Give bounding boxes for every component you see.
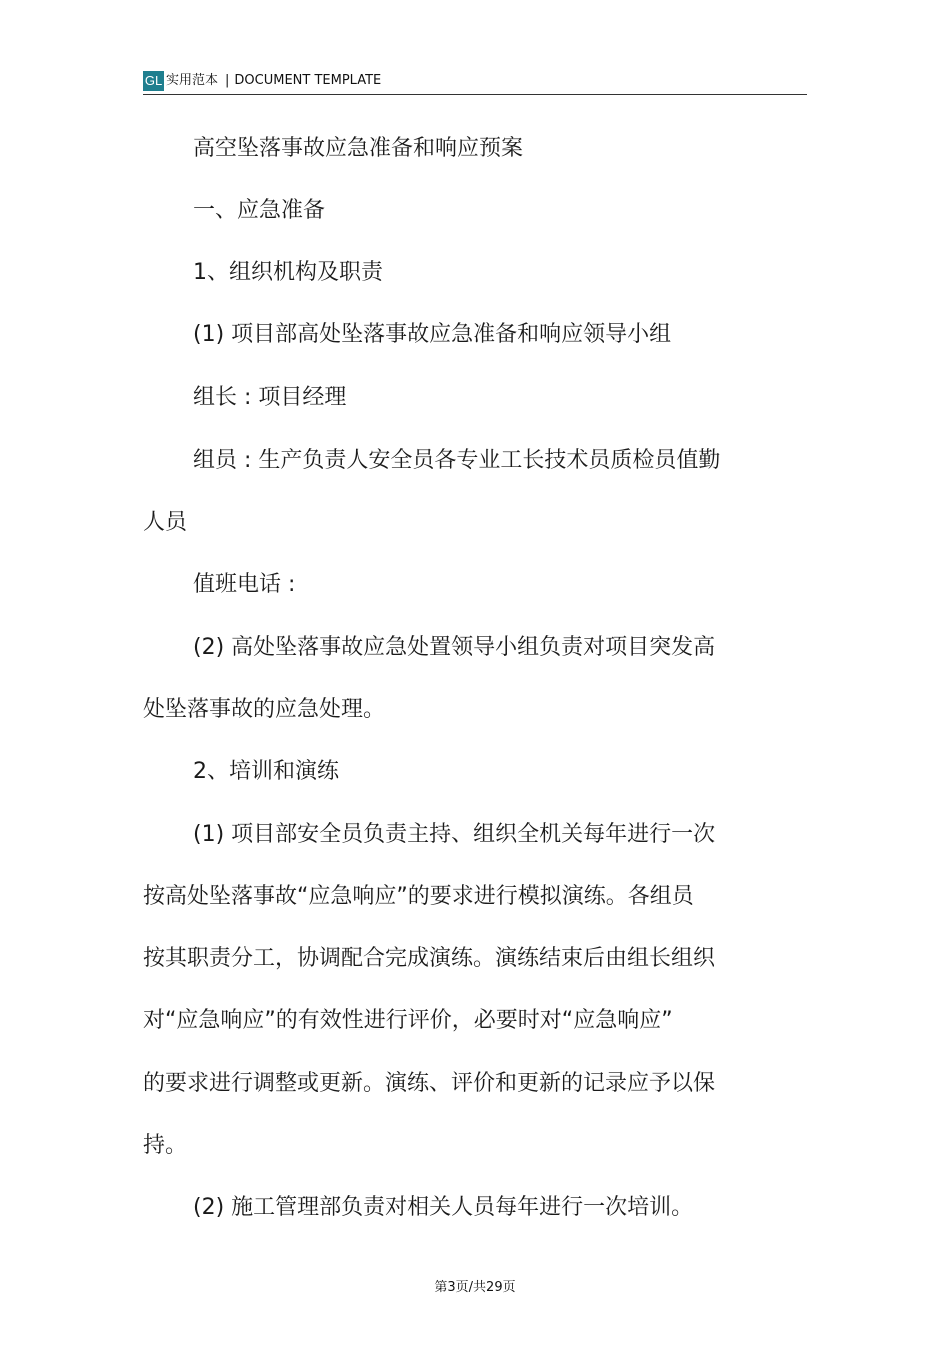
paragraph-line: 对“应急响应”的有效性进行评价，必要时对“应急响应” [143,1008,673,1033]
paragraph-line: (1) 项目部高处坠落事故应急准备和响应领导小组 [193,322,672,347]
header-text [166,72,381,90]
paragraph-line: (1) 项目部安全员负责主持、组织全机关每年进行一次 [193,822,716,847]
header-subtitle: DOCUMENT TEMPLATE [234,73,382,88]
page-number: 第3页/共29页 [434,1280,516,1295]
paragraph-line: 处坠落事故的应急处理。 [143,697,386,722]
paragraph-line: 组长 : 项目经理 [193,385,347,410]
paragraph-line: 人员 [143,510,188,535]
paragraph-line: 值班电话 : [193,572,296,597]
subsection-heading: 1、组织机构及职责 [193,260,383,285]
document-title: 高空坠落事故应急准备和响应预案 [193,136,524,161]
paragraph-line: 持。 [143,1133,188,1158]
page-header [143,70,807,95]
paragraph-line: 按其职责分工，协调配合完成演练。演练结束后由组长组织 [143,946,716,971]
header-separator: | [225,73,230,88]
paragraph-line: (2) 施工管理部负责对相关人员每年进行一次培训。 [193,1195,694,1220]
paragraph-line: 按高处坠落事故“应急响应”的要求进行模拟演练。各组员 [143,884,694,909]
gl-logo: GL [143,71,164,91]
paragraph-line: 的要求进行调整或更新。演练、评价和更新的记录应予以保 [143,1071,716,1096]
header-brand: 实用范本 [166,73,219,88]
paragraph-line: (2) 高处坠落事故应急处置领导小组负责对项目突发高 [193,635,716,660]
subsection-heading: 2、培训和演练 [193,759,339,784]
section-heading: 一、应急准备 [193,198,326,223]
paragraph-line: 组员 : 生产负责人安全员各专业工长技术员质检员值勤 [193,448,721,473]
